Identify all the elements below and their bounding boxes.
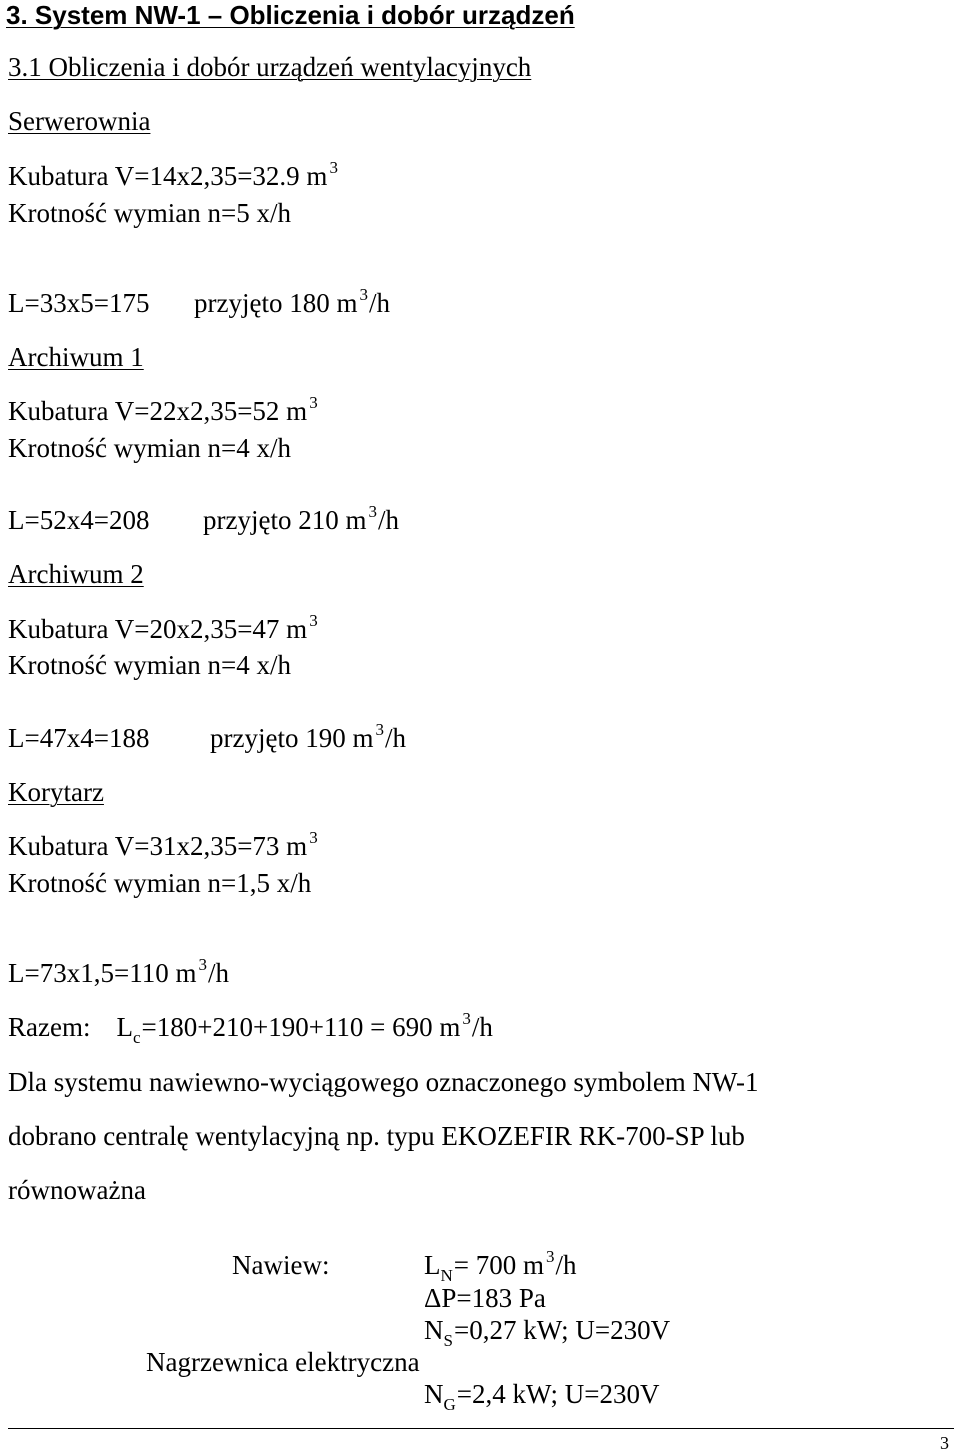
room-airflow-calc: L=33x5=175 [8, 288, 150, 318]
heater-power: $N_G=2,4$ kW; U=230V [424, 1379, 660, 1414]
section-heading: 3. System NW-1 – Obliczenia i dobór urządzeń [6, 0, 575, 30]
fan-power: $N_S=0,27$ kW; U=230V [424, 1315, 671, 1350]
heater-label: Nagrzewnica elektryczna [146, 1347, 420, 1377]
room-volume: Kubatura V=31x2,35=73 m $^3$ [8, 828, 318, 861]
room-exchange-rate: Krotność wymian n=5 x/h [8, 198, 291, 228]
room-volume: Kubatura V=20x2,35=47 m $^3$ [8, 611, 318, 644]
total-airflow: Razem: $L_c=180+210+190+110 = 690$ m $^3$/h [8, 1009, 493, 1047]
room-exchange-rate: Krotność wymian n=1,5 x/h [8, 868, 312, 898]
room-exchange-rate: Krotność wymian n=4 x/h [8, 650, 291, 680]
page-number: 3 [940, 1433, 949, 1453]
room-airflow-adopted: przyjęto 210 m $^3$/h [203, 502, 399, 535]
room-airflow-adopted: przyjęto 180 m $^3$/h [194, 285, 390, 318]
room-volume: Kubatura V=14x2,35=32.9 m $^3$ [8, 158, 338, 191]
footer-divider [8, 1428, 954, 1429]
room-airflow-adopted: przyjęto 190 m $^3$/h [210, 720, 406, 753]
room-name: Archiwum 1 [8, 342, 144, 372]
room-airflow-calc: L=52x4=208 [8, 505, 150, 535]
room-exchange-rate: Krotność wymian n=4 x/h [8, 433, 291, 463]
room-name: Archiwum 2 [8, 559, 144, 589]
supply-label: Nawiew: [232, 1250, 330, 1280]
room-airflow-calc: L=47x4=188 [8, 723, 150, 753]
room-airflow-calc: L=73x1,5=110 m $^3$/h [8, 955, 229, 988]
room-volume: Kubatura V=22x2,35=52 m $^3$ [8, 393, 318, 426]
supply-flow: $L_N= 700$ m $^3$/h [424, 1247, 577, 1285]
supply-pressure: ΔP=183 Pa [424, 1283, 546, 1313]
description-line: Dla systemu nawiewno-wyciągowego oznaczonego symbolem NW-1 [8, 1067, 759, 1097]
room-name: Serwerownia [8, 106, 151, 136]
subsection-heading: 3.1 Obliczenia i dobór urządzeń wentylacyjnych [8, 52, 532, 82]
room-name: Korytarz [8, 777, 104, 807]
description-line: równoważna [8, 1175, 146, 1205]
description-line: dobrano centralę wentylacyjną np. typu EKOZEFIR RK-700-SP lub [8, 1121, 745, 1151]
